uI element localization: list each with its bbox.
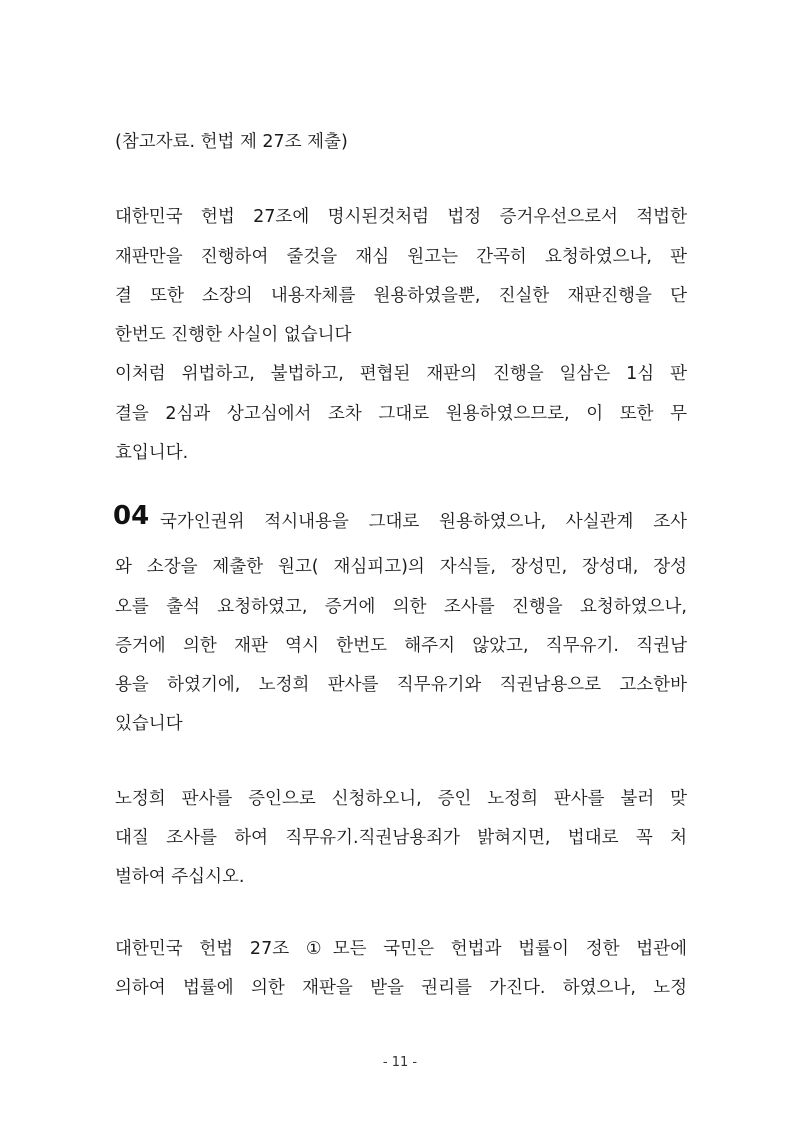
paragraph-3-line-3: 벌하여 주십시오. bbox=[115, 867, 245, 887]
section-line-2: 오를 출석 요청하였고, 증거에 의한 조사를 진행을 요청하였으나, bbox=[115, 597, 687, 617]
section-line-4: 용을 하였기에, 노정희 판사를 직무유기와 직권남용으로 고소한바 bbox=[115, 675, 687, 695]
paragraph-1-line-3: 결 또한 소장의 내용자체를 원용하였을뿐, 진실한 재판진행을 단 bbox=[115, 286, 687, 306]
section-first-line: 국가인권위 적시내용을 그대로 원용하였으나, 사실관계 조사 bbox=[160, 512, 687, 532]
section-number: 04 bbox=[113, 501, 150, 531]
reference-note: (참고자료. 헌법 제 27조 제출) bbox=[115, 132, 348, 152]
paragraph-3-line-2: 대질 조사를 하여 직무유기.직권남용죄가 밝혀지면, 법대로 꼭 처 bbox=[115, 828, 687, 848]
section-line-1: 와 소장을 제출한 원고( 재심피고)의 자식들, 장성민, 장성대, 장성 bbox=[115, 557, 687, 577]
section-line-5: 있습니다 bbox=[115, 714, 183, 734]
paragraph-1-line-2: 재판만을 진행하여 줄것을 재심 원고는 간곡히 요청하였으나, 판 bbox=[115, 247, 687, 267]
paragraph-1-line-1: 대한민국 헌법 27조에 명시된것처럼 법정 증거우선으로서 적법한 bbox=[115, 207, 687, 227]
paragraph-1-line-6: 결을 2심과 상고심에서 조차 그대로 원용하였으므로, 이 또한 무 bbox=[115, 404, 687, 424]
paragraph-4-line-1: 대한민국 헌법 27조 ①모든 국민은 헌법과 법률이 정한 법관에 bbox=[115, 939, 687, 959]
paragraph-3-line-1: 노정희 판사를 증인으로 신청하오니, 증인 노정희 판사를 불러 맞 bbox=[115, 789, 687, 809]
paragraph-4-line-2: 의하여 법률에 의한 재판을 받을 권리를 가진다. 하였으나, 노정 bbox=[115, 978, 687, 998]
paragraph-1-line-4: 한번도 진행한 사실이 없습니다 bbox=[115, 325, 352, 345]
paragraph-1-line-7: 효입니다. bbox=[115, 443, 189, 463]
section-line-3: 증거에 의한 재판 역시 한번도 해주지 않았고, 직무유기. 직권남 bbox=[115, 636, 687, 656]
page-number: - 11 - bbox=[382, 1055, 418, 1070]
paragraph-1-line-5: 이처럼 위법하고, 불법하고, 편협된 재판의 진행을 일삼은 1심 판 bbox=[115, 364, 687, 384]
